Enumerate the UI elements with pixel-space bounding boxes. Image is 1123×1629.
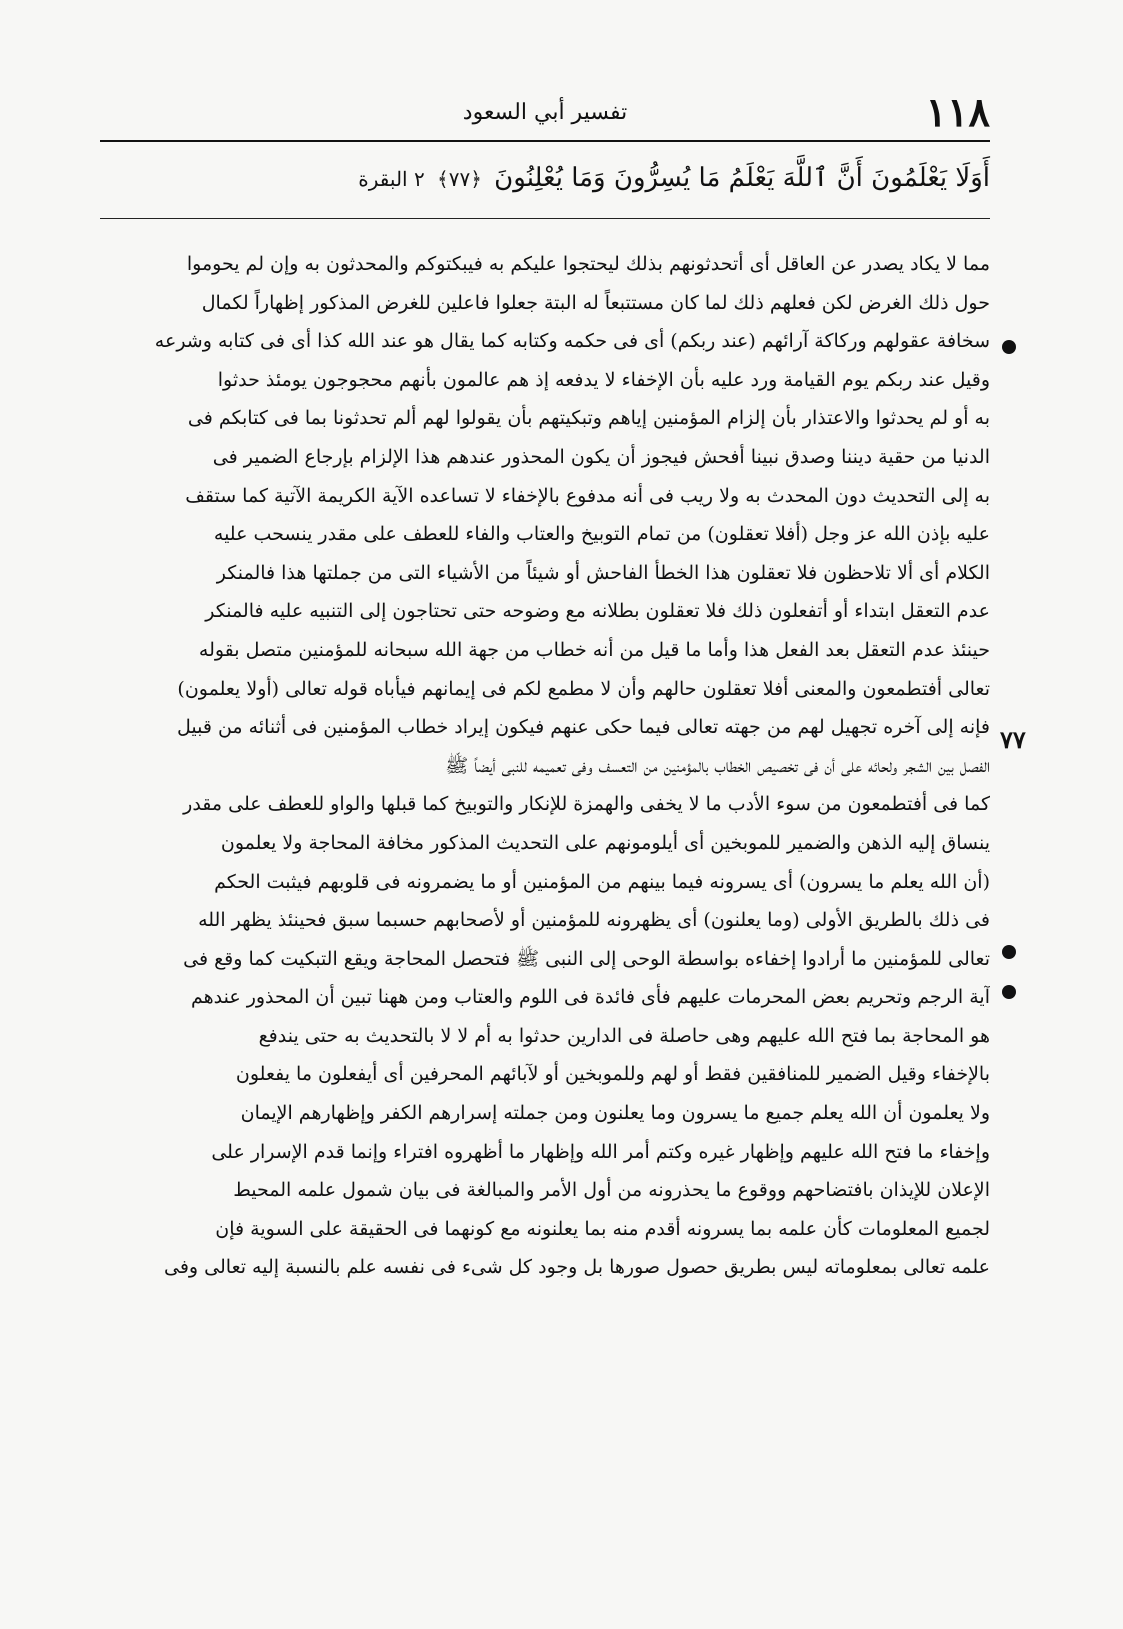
text-line: مما لا يكاد يصدر عن العاقل أى أتحدثونهم بذلك ليحتجوا عليكم به فيبكتوكم والمحدثون به وإن لم يحوموا bbox=[186, 253, 990, 275]
page-number: ١١٨ bbox=[925, 89, 990, 136]
text-line: الكلام أى ألا تلاحظون فلا تعقلون هذا الخطأ الفاحش أو شيئاً من الأشياء التى من جملتها هذا فالمنكر bbox=[216, 561, 990, 584]
verse-number: ٧٧ bbox=[448, 167, 471, 191]
text-line: ولا يعلمون أن الله يعلم جميع ما يسرون وما يعلنون ومن جملته إسرارهم الكفر وإظهارهم الإيمان bbox=[240, 1102, 990, 1125]
surah-reference: ٢ البقرة bbox=[358, 167, 425, 191]
text-line: هو المحاجة بما فتح الله عليهم وهى حاصلة فى الدارين حدثوا به أم لا لا بالتحديث به حتى يندفع bbox=[258, 1024, 990, 1047]
text-line: عليه بإذن الله عز وجل (أفلا تعقلون) من تمام التوبيخ والعتاب والفاء للعطف على مقدر ينسحب عليه bbox=[213, 523, 990, 546]
text-line: سخافة عقولهم وركاكة آرائهم (عند ربكم) أى فى حكمه وكتابه كما يقال هو عند الله كذا أى فى كتابه وشرعه bbox=[154, 330, 990, 353]
bullet-marker bbox=[1002, 340, 1016, 354]
text-line: به أو لم يحدثوا والاعتذار بأن إلزام المؤمنين إياهم وتبكيتهم بأن يقولوا لهم ألم تحدثونا بما فى كتابكم فى bbox=[187, 407, 990, 430]
text-line: تعالى للمؤمنين ما أرادوا إخفاءه بواسطة الوحى إلى النبى ﷺ فتحصل المحاجة ويقع التبكيت كما وقع فى bbox=[183, 947, 990, 970]
verse-number-marker: ﴿٧٧﴾ bbox=[436, 167, 482, 191]
text-line: لجميع المعلومات كأن علمه بما يسرونه أقدم منه بما يعلنونه مع كونهما فى الحقيقة على السوية فإن bbox=[215, 1217, 990, 1240]
header-rule bbox=[100, 140, 990, 142]
bullet-marker bbox=[1002, 985, 1016, 999]
text-line: الدنيا من حقية ديننا وصدق نبينا أفحش فيجوز أن يكون المحذور عندهم هذا الإلزام بإرجاع الضمير فى bbox=[212, 445, 990, 468]
text-line: الفصل بين الشجر ولحائه على أن فى تخصيص الخطاب بالمؤمنين من التعسف وفى تعميمه للنبى أيضاً ﷺ bbox=[445, 754, 990, 777]
quran-verse bbox=[100, 158, 990, 199]
page-header bbox=[100, 88, 990, 138]
text-line: وقيل عند ربكم يوم القيامة ورد عليه بأن الإخفاء لا يدفعه إذ هم عالمون بأنهم محجوجون يومئذ حدثوا bbox=[217, 368, 990, 391]
text-line: علمه تعالى بمعلوماته ليس بطريق حصول صورها بل وجود كل شىء فى نفسه علم بالنسبة إليه تعالى وفى bbox=[164, 1256, 990, 1279]
text-line: وإخفاء ما فتح الله عليهم وإظهار غيره وكتم أمر الله وإظهار ما أظهروه افتراء وإنما قدم الإسرار على bbox=[211, 1140, 990, 1163]
commentary-body bbox=[100, 245, 990, 1287]
text-line: حينئذ عدم التعقل بعد الفعل هذا وأما ما قيل من أنه خطاب من جهة الله سبحانه للمؤمنين متصل بقوله bbox=[198, 638, 990, 661]
text-line: بالإخفاء وقيل الضمير للمنافقين فقط أو لهم وللموبخين أو لآبائهم المحرفين أى أيفعلون ما يفعلون bbox=[235, 1063, 990, 1086]
verse-rule bbox=[100, 218, 990, 219]
text-line: عدم التعقل ابتداء أو أتفعلون ذلك فلا تعقلون بطلانه مع وضوحه حتى تحتاجون إلى التنبيه عليه فالمنكر bbox=[205, 600, 990, 623]
text-line: (أن الله يعلم ما يسرون) أى يسرونه فيما بينهم من المؤمنين أو ما يضمرونه فى قلوبهم فيثبت الحكم bbox=[214, 870, 990, 893]
text-line: به إلى التحديث دون المحدث به ولا ريب فى أنه مدفوع بالإخفاء لا تساعده الآية الكريمة الآتية كما ستقف bbox=[185, 484, 990, 507]
verse-text: أَوَلَا يَعْلَمُونَ أَنَّ ٱللَّهَ يَعْلَمُ مَا يُسِرُّونَ وَمَا يُعْلِنُونَ bbox=[494, 163, 990, 193]
book-title: تفسير أبي السعود bbox=[462, 100, 628, 125]
bullet-marker bbox=[1002, 945, 1016, 959]
margin-verse-number: ٧٧ bbox=[1000, 725, 1026, 754]
text-line: حول ذلك الغرض لكن فعلهم ذلك لما كان مستتبعاً له البتة جعلوا فاعلين للغرض المذكور إظهاراً لكمال bbox=[201, 291, 990, 314]
text-line: تعالى أفتطمعون والمعنى أفلا تعقلون حالهم وأن لا مطمع لكم فى إيمانهم فيأباه قوله تعالى (أولا يعلمون) bbox=[177, 677, 990, 700]
text-line: فإنه إلى آخره تجهيل لهم من جهته تعالى فيما حكى عنهم فيكون إيراد خطاب المؤمنين فى أثنائه من قبيل bbox=[176, 716, 990, 739]
text-line: آية الرجم وتحريم بعض المحرمات عليهم فأى فائدة فى اللوم والعتاب ومن ههنا تبين أن المحذور عندهم bbox=[190, 986, 990, 1009]
text-line: ينساق إليه الذهن والضمير للموبخين أى أيلومونهم على التحديث المذكور مخافة المحاجة ولا يعلمون bbox=[220, 831, 990, 854]
text-line: فى ذلك بالطريق الأولى (وما يعلنون) أى يظهرونه للمؤمنين أو لأصحابهم حسبما سبق فحينئذ يظهر الله bbox=[198, 909, 990, 932]
text-line: الإعلان للإيذان بافتضاحهم ووقوع ما يحذرونه من أول الأمر والمبالغة فى بيان شمول علمه المحيط bbox=[233, 1179, 990, 1202]
text-line: كما فى أفتطمعون من سوء الأدب ما لا يخفى والهمزة للإنكار والتوبيخ كما قبلها والواو للعطف على مقدر bbox=[183, 793, 990, 816]
